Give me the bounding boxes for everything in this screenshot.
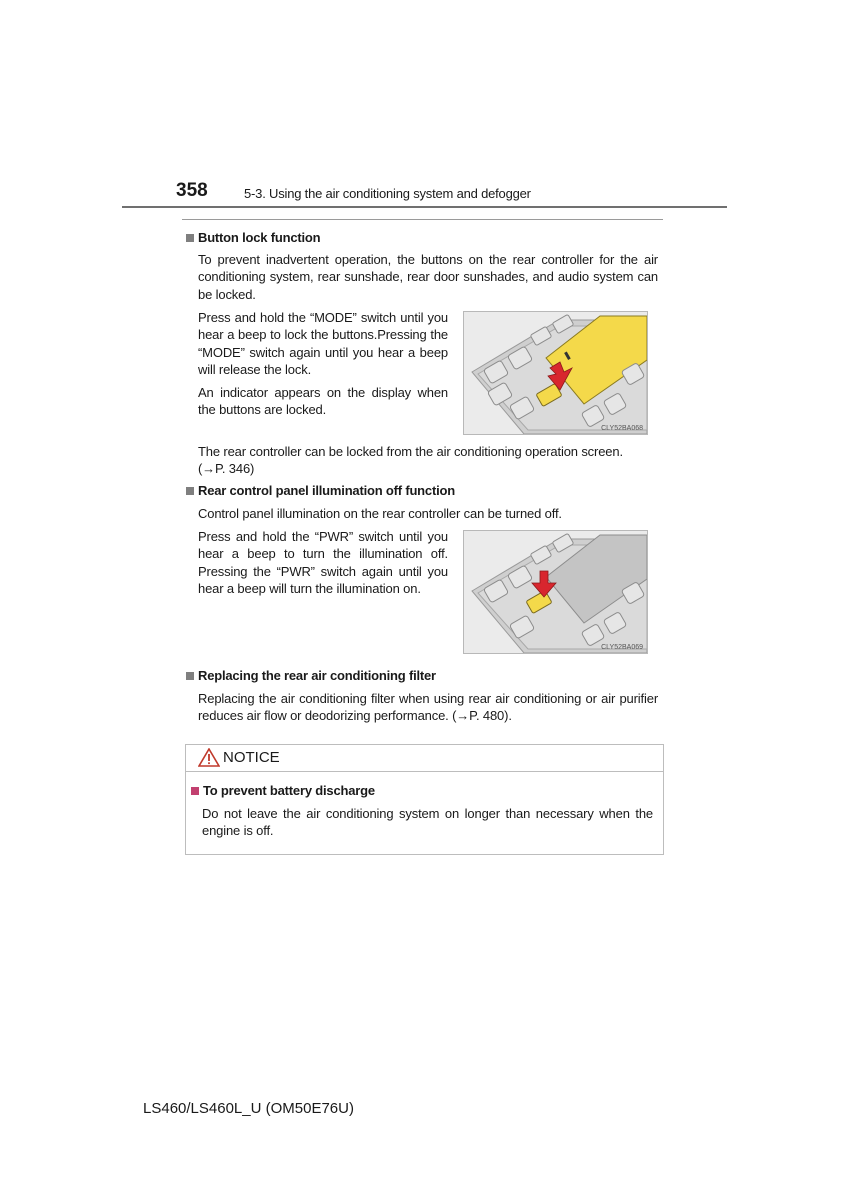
button-lock-press-text: Press and hold the “MODE” switch until you hear a beep to lock the buttons.Pressing the “MODE” switch again until you hear a beep will release the lock. bbox=[198, 310, 448, 378]
button-lock-indicator-text: An indicator appears on the display when the buttons are locked. bbox=[198, 385, 448, 418]
chapter-title: 5-3. Using the air conditioning system and defogger bbox=[244, 186, 531, 201]
page-number: 358 bbox=[176, 180, 208, 201]
figure-code: CLY52BA069 bbox=[601, 644, 643, 651]
section-rule bbox=[182, 219, 663, 220]
section-heading-illumination-off: Rear control panel illumination off function bbox=[186, 483, 455, 498]
figure-mode-switch bbox=[463, 311, 648, 435]
header-rule bbox=[122, 206, 727, 208]
button-lock-intro: To prevent inadvertent operation, the buttons on the rear controller for the air conditioning system, rear sunshade, rear door sunshades, and audio system can be locked. bbox=[198, 252, 658, 302]
figure-code: CLY52BA068 bbox=[601, 425, 643, 432]
rear-controller-illustration bbox=[464, 531, 647, 653]
notice-body: Do not leave the air conditioning system on longer than necessary when the engine is off. bbox=[202, 806, 653, 839]
notice-title: NOTICE bbox=[223, 749, 280, 766]
notice-box bbox=[185, 744, 664, 855]
illumination-intro: Control panel illumination on the rear controller can be turned off. bbox=[198, 506, 562, 521]
section-heading-filter: Replacing the rear air conditioning filter bbox=[186, 668, 436, 683]
filter-body: Replacing the air conditioning filter when using rear air conditioning or air purifier reduces air flow or deodorizing performance. (→P. 480). bbox=[198, 691, 658, 724]
footer-model: LS460/LS460L_U (OM50E76U) bbox=[143, 1100, 354, 1117]
bullet-square-icon bbox=[186, 487, 194, 495]
warning-triangle-icon bbox=[198, 748, 220, 767]
figure-pwr-switch bbox=[463, 530, 648, 654]
notice-subheading: To prevent battery discharge bbox=[191, 783, 375, 798]
illumination-press-text: Press and hold the “PWR” switch until you hear a beep to turn the illumination off. Pressing the “PWR” switch again until you hear a beep will turn the illumination on. bbox=[198, 529, 448, 597]
bullet-square-icon bbox=[186, 234, 194, 242]
rear-controller-illustration bbox=[464, 312, 647, 434]
remote-lock-page-ref: (→P. 346) bbox=[198, 461, 255, 476]
bullet-square-icon bbox=[191, 787, 199, 795]
section-heading-button-lock: Button lock function bbox=[186, 230, 320, 245]
bullet-square-icon bbox=[186, 672, 194, 680]
notice-header bbox=[186, 745, 663, 772]
remote-lock-text: The rear controller can be locked from the air conditioning operation screen. bbox=[198, 444, 623, 459]
